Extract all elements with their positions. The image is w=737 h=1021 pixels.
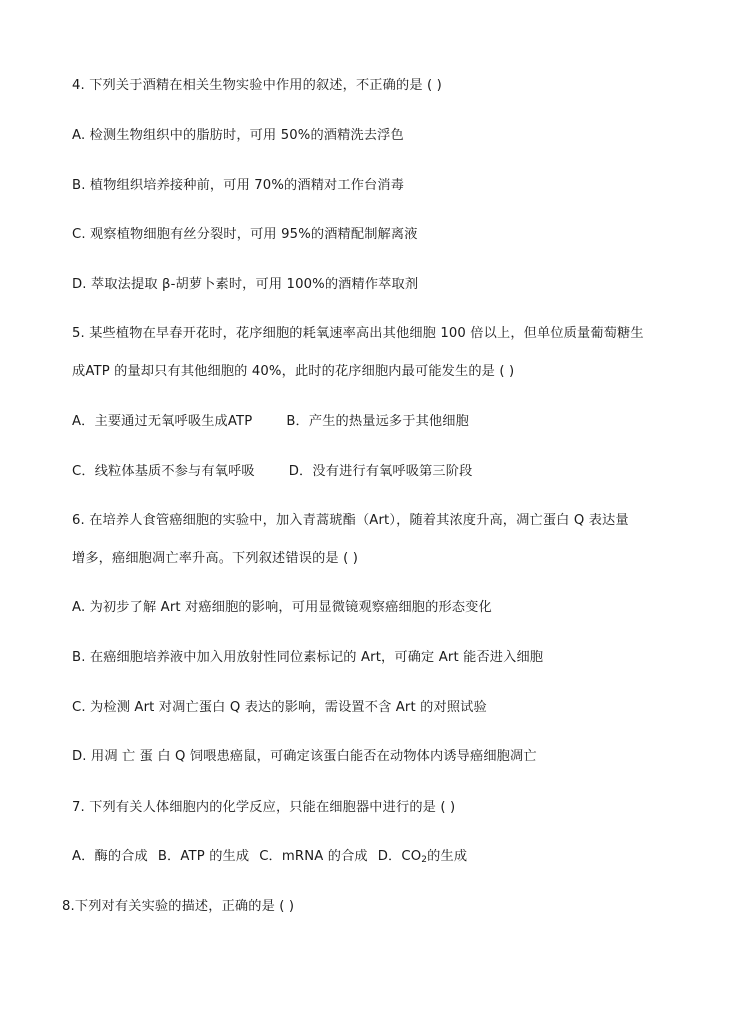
question-5-option-d: D．没有进行有氧呼吸第三阶段 [288, 464, 473, 479]
question-5-options-row-2 [72, 463, 472, 481]
question-5-option-c: C．线粒体基质不参与有氧呼吸 [72, 464, 255, 479]
question-6-option-b: B. 在癌细胞培养液中加入用放射性同位素标记的 Art，可确定 Art 能否进入细胞 [72, 650, 544, 665]
question-6-option-a: A. 为初步了解 Art 对癌细胞的影响，可用显微镜观察癌细胞的形态变化 [72, 600, 492, 615]
question-7-option-b: B．ATP 的生成 [157, 849, 250, 864]
question-7-option-c: C．mRNA 的合成 [259, 849, 368, 864]
question-5-stem-line-2: 成ATP 的量却只有其他细胞的 40%，此时的花序细胞内最可能发生的是 ( ) [72, 364, 515, 379]
question-7-option-a: A．酶的合成 [72, 849, 148, 864]
question-4-option-b: B. 植物组织培养接种前，可用 70%的酒精对工作台消毒 [72, 178, 405, 193]
question-5-stem-line-1: 5. 某些植物在早春开花时，花序细胞的耗氧速率高出其他细胞 100 倍以上，但单位质量葡萄糖生 [72, 326, 644, 341]
question-7-option-d [378, 848, 467, 866]
question-5-option-b: B．产生的热量远多于其他细胞 [286, 414, 469, 429]
question-8-stem: 8.下列对有关实验的描述，正确的是 ( ) [62, 899, 295, 914]
question-6-option-c: C. 为检测 Art 对凋亡蛋白 Q 表达的影响，需设置不含 Art 的对照试验 [72, 700, 487, 715]
question-5-option-a: A．主要通过无氧呼吸生成ATP [72, 414, 253, 429]
question-4-option-a: A. 检测生物组织中的脂肪时，可用 50%的酒精洗去浮色 [72, 128, 404, 143]
question-6-stem-line-1: 6. 在培养人食管癌细胞的实验中，加入青蒿琥酯（Art），随着其浓度升高，凋亡蛋白 Q 表达量 [72, 513, 629, 528]
question-4-stem: 4. 下列关于酒精在相关生物实验中作用的叙述，不正确的是 ( ) [72, 78, 442, 93]
question-7-options-row [72, 848, 467, 866]
question-7-option-d-prefix: D．CO [377, 849, 422, 864]
question-6-stem-line-2: 增多，癌细胞凋亡率升高。下列叙述错误的是 ( ) [72, 551, 359, 566]
question-4-option-c: C. 观察植物细胞有丝分裂时，可用 95%的酒精配制解离液 [72, 227, 418, 242]
question-7-option-d-suffix: 的生成 [427, 849, 468, 864]
question-4-option-d: D. 萃取法提取 β-胡萝卜素时，可用 100%的酒精作萃取剂 [72, 277, 419, 292]
question-5-options-row-1 [72, 413, 469, 431]
question-7-stem: 7. 下列有关人体细胞内的化学反应，只能在细胞器中进行的是 ( ) [72, 800, 456, 815]
question-6-option-d: D. 用凋 亡 蛋 白 Q 饲喂患癌鼠，可确定该蛋白能否在动物体内诱导癌细胞凋亡 [72, 749, 537, 764]
question-7-option-d-subscript: 2 [421, 855, 428, 865]
